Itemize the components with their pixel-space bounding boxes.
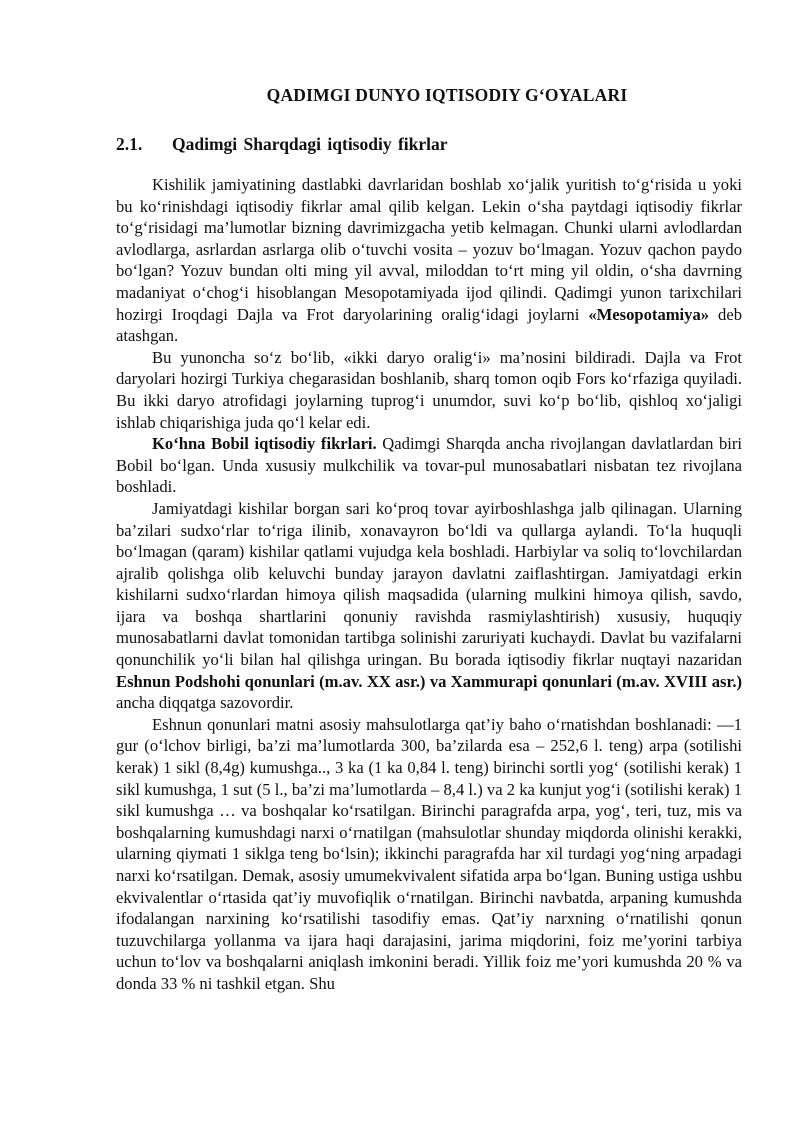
paragraph-text: Qadimgi Sharqda ancha rivojlangan davlatlardan biri Bobil bo‘lgan. Unda xususiy mulkchilik va tovar-pul munosabatlari nisbatan tez rivojlana boshladi. bbox=[116, 434, 742, 497]
body-text bbox=[116, 174, 742, 995]
section-heading bbox=[116, 133, 742, 155]
paragraph bbox=[116, 347, 742, 433]
section-title: Qadimgi Sharqdagi iqtisodiy fikrlar bbox=[172, 134, 448, 154]
bold-term: Eshnun Podshohi qonunlari (m.av. XX asr.) va Xammurapi qonunlari (m.av. XVIII asr.) bbox=[116, 671, 742, 691]
paragraph-text: Jamiyatdagi kishilar borgan sari ko‘proq tovar ayirboshlashga jalb qilinagan. Ularning ba’zilari sudxo‘rlar to‘riga ilinib, xonavayron bo‘ldi va qullarga aylandi. To‘la huquqli bo‘lmagan (qaram) kishilar qatlami vujudga kela boshladi. Harbiylar va soliq to‘lovchilardan ajralib qolishga olib keluvchi bunday jarayon davlatni zaiflashtirgan. Jamiyatdagi erkin kishilarni sudxo‘rlardan himoya qilish maqsadida (ularning mulkini himoya qilish, savdo, ijara va boshqa shartlarini qonuniy ravishda rasmiylashtirish) xususiy, huquqiy munosabatlarni davlat tomonidan tartibga solinishi zaruriyati kuchaydi. Davlat bu vazifalarni qonunchilik yo‘li bilan hal qilishga uringan. Bu borada iqtisodiy fikrlar nuqtayi nazaridan bbox=[116, 498, 742, 670]
paragraph bbox=[116, 433, 742, 498]
paragraph-text: Kishilik jamiyatining dastlabki davrlaridan boshlab xo‘jalik yuritish to‘g‘risida u yoki bu ko‘rinishdagi iqtisodiy fikrlar amal qilib kelgan. Lekin o‘sha paytdagi iqtisodiy fikrlar to‘g‘risidagi ma’lumotlar bizning davrimizgacha yetib kelmagan. Chunki ularni avlodlardan avlodlarga, asrlardan asrlarga olib o‘tuvchi vosita – yozuv bo‘lmagan. Yozuv qachon paydo bo‘lgan? Yozuv bundan olti ming yil avval, miloddan to‘rt ming yil oldin, o‘sha davrning madaniyat o‘chog‘i hisoblangan Mesopotamiyada ijod qilindi. Qadimgi yunon tarixchilari hozirgi Iroqdagi Dajla va Frot daryolarining oralig‘idagi joylarni bbox=[116, 175, 742, 324]
section-number: 2.1. bbox=[116, 134, 143, 154]
paragraph bbox=[116, 714, 742, 995]
paragraph-text: Eshnun qonunlari matni asosiy mahsulotlarga qat’iy baho o‘rnatishdan boshlanadi: —1 gur (o‘lchov birligi, ba’zi ma’lumotlarda 300, ba’zilarda esa – 252,6 l. teng) arpa (sotilishi kerak) 1 sikl (8,4g) kumushga.., 3 ka (1 ka 0,84 l. teng) birinchi sortli yog‘ (sotilishi kerak) 1 sikl kumushga, 1 sut (5 l., ba’zi ma’lumotlarda – 8,4 l.) va 2 ka kunjut yog‘i (sotilishi kerak) 1 sikl kumushga … va boshqalar ko‘rsatilgan. Birinchi paragrafda arpa, yog‘, teri, tuz, mis va boshqalarning kumushdagi narxi o‘rnatilgan (mahsulotlar shunday miqdorda olinishi kerakki, ularning qiymati 1 siklga teng bo‘lsin); ikkinchi paragrafda har xil turdagi yog‘ning arpadagi narxi ko‘rsatilgan. Demak, asosiy umumekvivalent sifatida arpa bo‘lgan. Buning ustiga ushbu ekvivalentlar o‘rtasida qat’iy muvofiqlik o‘rnatilgan. Birinchi navbatda, arpaning kumushda ifodalangan narxining ko‘rsatilishi tasodifiy emas. Qat’iy narxning o‘rnatilishi qonun tuzuvchilarga yollanma va ijara haqi darajasini, jarima miqdorini, foiz me’yorini tarbiya uchun to‘lov va boshqalarni aniqlash imkonini beradi. Yillik foiz me’yori kumushda 20 % va donda 33 % ni tashkil etgan. Shu bbox=[116, 714, 742, 993]
paragraph bbox=[116, 174, 742, 347]
page-title: QADIMGI DUNYO IQTISODIY G‘OYALARI bbox=[266, 85, 628, 105]
bold-term: «Mesopotamiya» bbox=[588, 304, 710, 324]
paragraph bbox=[116, 498, 742, 714]
paragraph-text: ancha diqqatga sazovordir. bbox=[116, 693, 294, 713]
paragraph-text: Bu yunoncha so‘z bo‘lib, «ikki daryo oralig‘i» ma’nosini bildiradi. Dajla va Frot daryolari hozirgi Turkiya chegarasidan boshlanib, sharq tomon oqib Fors ko‘rfaziga quyiladi. Bu ikki daryo atrofidagi joylarning tuprog‘i unumdor, suvi ko‘p bo‘lib, qishloq xo‘jaligi ishlab chiqarishiga juda qo‘l kelar edi. bbox=[116, 347, 742, 432]
paragraph-text: deb atashgan. bbox=[116, 304, 743, 346]
document-page bbox=[116, 0, 742, 995]
subheading-inline: Ko‘hna Bobil iqtisodiy fikrlari. bbox=[152, 434, 377, 454]
